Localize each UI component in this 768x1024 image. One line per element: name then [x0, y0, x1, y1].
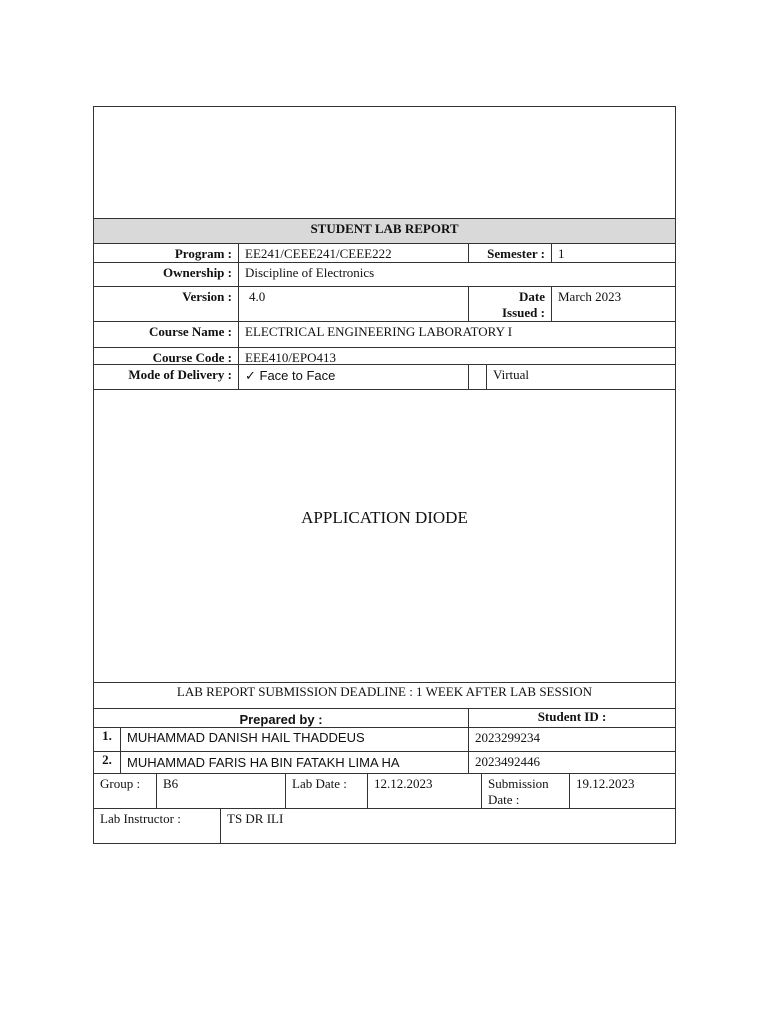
- version-label: Version :: [93, 286, 239, 322]
- semester-label: Semester :: [468, 243, 552, 263]
- date-issued-label: Date Issued :: [468, 286, 552, 322]
- version-value: 4.0: [238, 286, 469, 322]
- title-area: [93, 389, 676, 683]
- lab-instructor-label: Lab Instructor :: [93, 808, 221, 844]
- program-label: Program :: [93, 243, 239, 263]
- course-name-label: Course Name :: [93, 321, 239, 348]
- student-1-id: 2023299234: [468, 727, 676, 752]
- delivery-virtual-checkbox: [468, 364, 487, 390]
- lab-date-value: 12.12.2023: [367, 773, 482, 809]
- report-banner: STUDENT LAB REPORT: [93, 218, 676, 244]
- lab-report-cover: [93, 106, 676, 844]
- date-issued-value: March 2023: [551, 286, 676, 322]
- group-value: B6: [156, 773, 286, 809]
- student-1-number: 1.: [93, 727, 121, 752]
- student-2-id: 2023492446: [468, 751, 676, 774]
- course-name-value: ELECTRICAL ENGINEERING LABORATORY I: [238, 321, 676, 348]
- course-code-value: EEE410/EPO413: [238, 347, 676, 365]
- group-label: Group :: [93, 773, 157, 809]
- student-2-name: MUHAMMAD FARIS HA BIN FATAKH LIMA HA: [120, 751, 469, 774]
- student-1-name: MUHAMMAD DANISH HAIL THADDEUS: [120, 727, 469, 752]
- top-blank-area: [93, 106, 676, 219]
- ownership-value: Discipline of Electronics: [238, 262, 676, 287]
- program-value: EE241/CEEE241/CEEE222: [238, 243, 469, 263]
- lab-instructor-value: TS DR ILI: [220, 808, 676, 844]
- course-code-label: Course Code :: [93, 347, 239, 365]
- ownership-label: Ownership :: [93, 262, 239, 287]
- lab-date-label: Lab Date :: [285, 773, 368, 809]
- submission-date-label: Submission Date :: [481, 773, 570, 809]
- student-2-number: 2.: [93, 751, 121, 774]
- delivery-label: Mode of Delivery :: [93, 364, 239, 390]
- submission-date-value: 19.12.2023: [569, 773, 676, 809]
- delivery-face-to-face: ✓ Face to Face: [238, 364, 469, 390]
- delivery-virtual: Virtual: [486, 364, 676, 390]
- prepared-by-label: Prepared by :: [93, 708, 469, 728]
- semester-value: 1: [551, 243, 676, 263]
- submission-deadline: LAB REPORT SUBMISSION DEADLINE : 1 WEEK AFTER LAB SESSION: [93, 682, 676, 709]
- report-title: APPLICATION DIODE: [301, 508, 468, 527]
- student-id-label: Student ID :: [468, 708, 676, 728]
